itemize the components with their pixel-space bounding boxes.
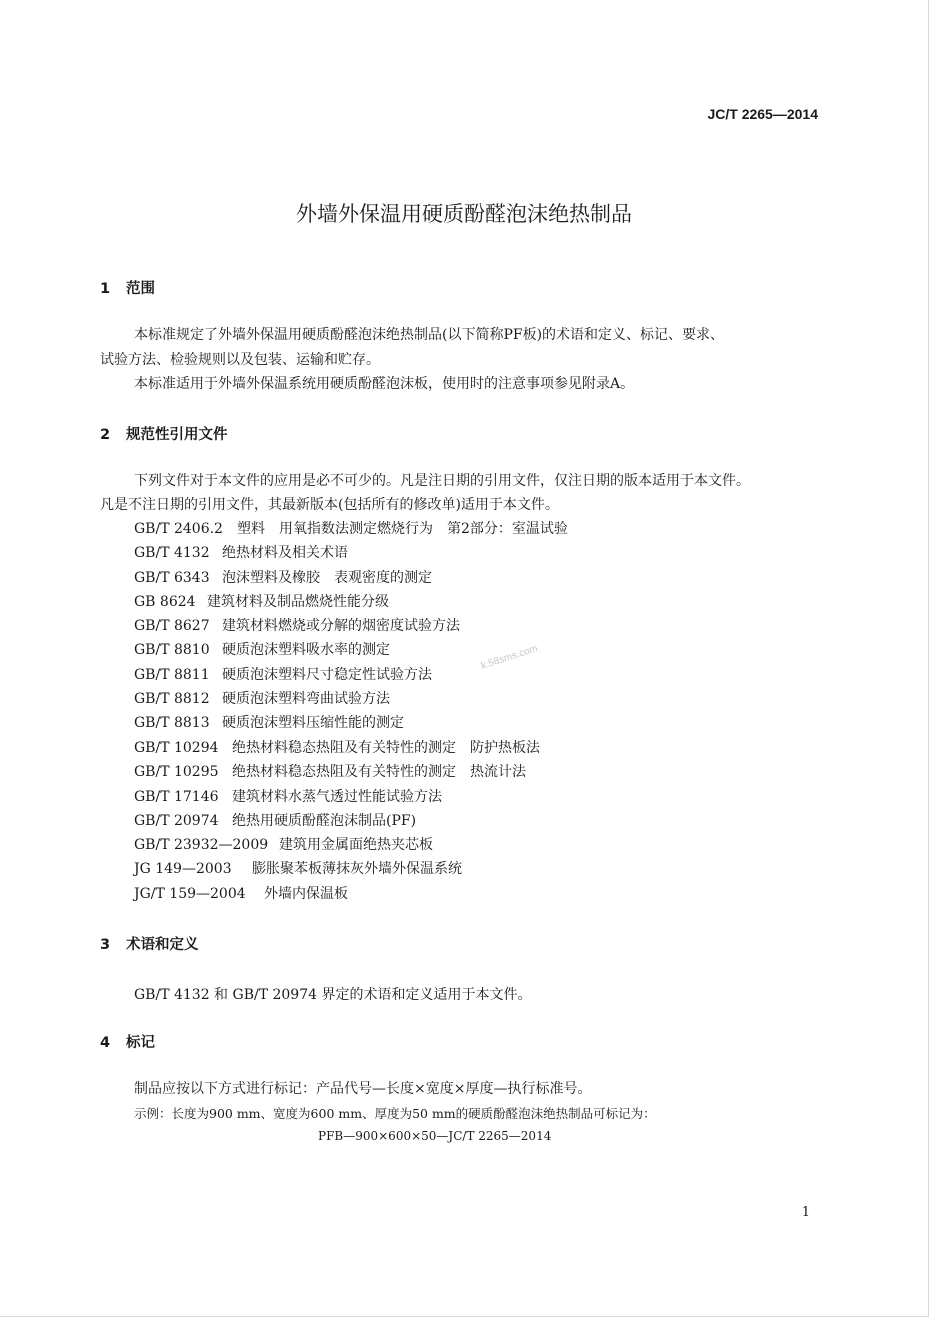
- reference-title: 建筑材料水蒸气透过性能试验方法: [232, 789, 442, 805]
- reference-item: [134, 786, 442, 806]
- section-title: 范围: [126, 281, 155, 297]
- paragraph: 试验方法、检验规则以及包装、运输和贮存。: [100, 352, 380, 368]
- paragraph: GB/T 4132 和 GB/T 20974 界定的术语和定义适用于本文件。: [134, 987, 532, 1003]
- reference-item: [134, 834, 433, 854]
- reference-item: [134, 761, 526, 781]
- reference-code: GB/T 8810: [134, 642, 210, 658]
- reference-item: [134, 567, 432, 587]
- watermark: k.58sms.com: [479, 643, 540, 672]
- section-1-heading: [100, 277, 155, 298]
- reference-code: GB/T 10295: [134, 764, 219, 780]
- section-number: 4: [100, 1035, 111, 1051]
- reference-item: [134, 518, 568, 538]
- reference-title: 膨胀聚苯板薄抹灰外墙外保温系统: [252, 861, 462, 877]
- reference-code: GB 8624: [134, 594, 196, 610]
- reference-item: [134, 542, 348, 562]
- paragraph: 本标准规定了外墙外保温用硬质酚醛泡沫绝热制品(以下简称PF板)的术语和定义、标记、要求、: [134, 327, 725, 343]
- reference-item: [134, 688, 390, 708]
- reference-title: 硬质泡沫塑料弯曲试验方法: [222, 691, 390, 707]
- example-text: 示例：长度为900 mm、宽度为600 mm、厚度为50 mm的硬质酚醛泡沫绝热制品可标记为：: [134, 1106, 656, 1121]
- reference-title: 泡沫塑料及橡胶 表观密度的测定: [222, 570, 432, 586]
- section-number: 3: [100, 937, 111, 953]
- reference-item: [134, 615, 460, 635]
- document-title: 外墙外保温用硬质酚醛泡沫绝热制品: [296, 202, 632, 226]
- reference-item: [134, 712, 404, 732]
- reference-title: 绝热材料稳态热阻及有关特性的测定 热流计法: [232, 764, 526, 780]
- reference-code: GB/T 4132: [134, 545, 210, 561]
- section-2-heading: [100, 423, 228, 444]
- reference-title: 建筑材料及制品燃烧性能分级: [207, 594, 389, 610]
- reference-item: [134, 639, 390, 659]
- reference-code: GB/T 20974: [134, 813, 219, 829]
- paragraph: 凡是不注日期的引用文件，其最新版本(包括所有的修改单)适用于本文件。: [100, 497, 559, 513]
- marking-example: PFB—900×600×50—JC/T 2265—2014: [318, 1129, 552, 1143]
- page-number: 1: [801, 1205, 810, 1220]
- reference-item: [134, 858, 462, 878]
- reference-title: 绝热材料及相关术语: [222, 545, 348, 561]
- paragraph: 下列文件对于本文件的应用是必不可少的。凡是注日期的引用文件，仅注日期的版本适用于本文件。: [134, 473, 750, 489]
- reference-code: GB/T 6343: [134, 570, 210, 586]
- reference-code: JG 149—2003: [134, 861, 232, 877]
- document-number: JC/T 2265—2014: [707, 106, 818, 122]
- reference-title: 硬质泡沫塑料尺寸稳定性试验方法: [222, 667, 432, 683]
- reference-code: GB/T 8813: [134, 715, 210, 731]
- section-title: 术语和定义: [126, 937, 199, 953]
- reference-title: 建筑用金属面绝热夹芯板: [279, 837, 433, 853]
- paragraph: 本标准适用于外墙外保温系统用硬质酚醛泡沫板，使用时的注意事项参见附录A。: [134, 376, 635, 392]
- reference-code: GB/T 8627: [134, 618, 210, 634]
- reference-code: GB/T 2406.2: [134, 521, 223, 537]
- reference-title: 绝热材料稳态热阻及有关特性的测定 防护热板法: [232, 740, 540, 756]
- reference-title: 绝热用硬质酚醛泡沫制品(PF): [232, 813, 417, 829]
- paragraph: 制品应按以下方式进行标记：产品代号—长度×宽度×厚度—执行标准号。: [134, 1081, 592, 1097]
- reference-item: [134, 883, 348, 903]
- reference-code: GB/T 10294: [134, 740, 219, 756]
- section-3-heading: [100, 933, 199, 954]
- section-title: 规范性引用文件: [126, 427, 228, 443]
- reference-title: 硬质泡沫塑料压缩性能的测定: [222, 715, 404, 731]
- reference-code: GB/T 8811: [134, 667, 210, 683]
- reference-item: [134, 591, 389, 611]
- reference-title: 建筑材料燃烧或分解的烟密度试验方法: [222, 618, 460, 634]
- section-number: 1: [100, 281, 111, 297]
- reference-code: GB/T 17146: [134, 789, 219, 805]
- section-4-heading: [100, 1031, 155, 1052]
- section-title: 标记: [126, 1035, 155, 1051]
- section-number: 2: [100, 427, 111, 443]
- reference-item: [134, 664, 432, 684]
- reference-item: [134, 810, 416, 830]
- reference-code: GB/T 8812: [134, 691, 210, 707]
- reference-title: 外墙内保温板: [264, 886, 348, 902]
- reference-code: GB/T 23932—2009: [134, 837, 269, 853]
- reference-item: [134, 737, 540, 757]
- reference-title: 硬质泡沫塑料吸水率的测定: [222, 642, 390, 658]
- reference-code: JG/T 159—2004: [134, 886, 246, 902]
- reference-title: 塑料 用氧指数法测定燃烧行为 第2部分：室温试验: [237, 521, 568, 537]
